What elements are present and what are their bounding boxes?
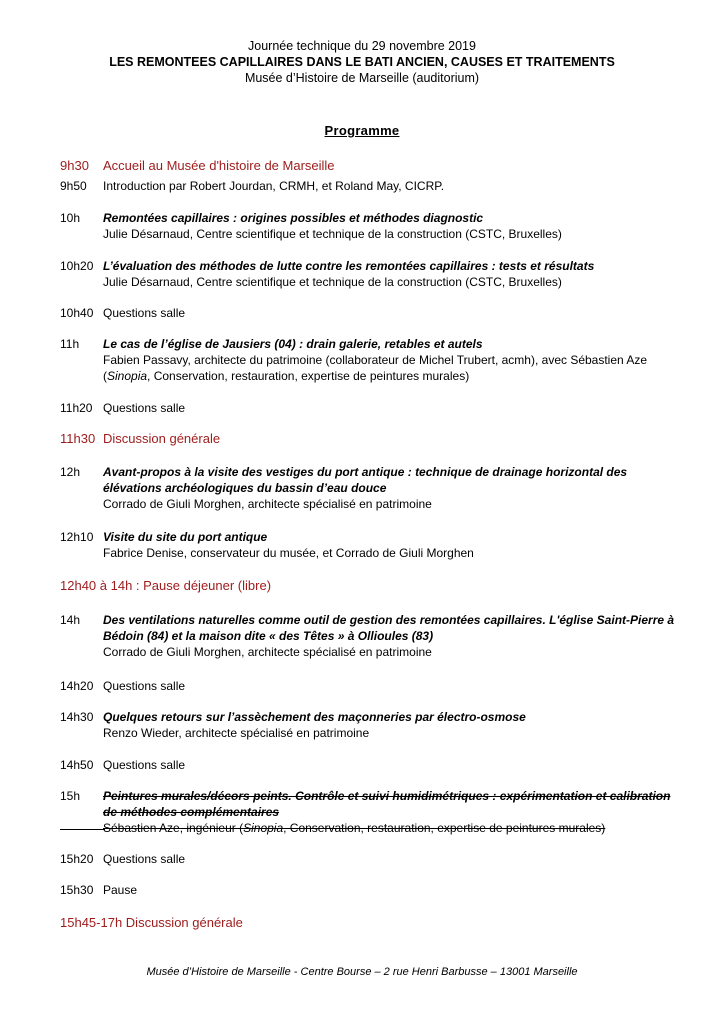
item-title: L’évaluation des méthodes de lutte contre les remontées capillaires : tests et résultats bbox=[103, 259, 595, 273]
item-speaker: Julie Désarnaud, Centre scientifique et technique de la construction (CSTC, Bruxelles) bbox=[103, 227, 562, 241]
item-time: 14h bbox=[60, 613, 81, 627]
item-title: Avant-propos à la visite des vestiges du port antique : technique de drainage horizontal des élévations archéologiques du bassin d’eau douce bbox=[103, 465, 628, 495]
item-title: 12h40 à 14h : Pause déjeuner (libre) bbox=[60, 578, 272, 593]
page-footer: Musée d’Histoire de Marseille - Centre Bourse – 2 rue Henri Barbusse – 13001 Marseille bbox=[146, 966, 578, 978]
item-title: Visite du site du port antique bbox=[103, 530, 268, 544]
item-speaker: Corrado de Giuli Morghen, architecte spécialisé en patrimoine bbox=[103, 645, 432, 659]
item-title: Quelques retours sur l’assèchement des maçonneries par électro-osmose bbox=[103, 710, 526, 724]
program-item-1130 bbox=[60, 431, 680, 447]
item-text: Questions salle bbox=[103, 679, 186, 693]
item-time: 9h50 bbox=[60, 179, 87, 193]
program-item-1100 bbox=[60, 336, 680, 384]
item-title: Le cas de l’église de Jausiers (04) : drain galerie, retables et autels bbox=[103, 337, 483, 351]
program-item-1000 bbox=[60, 210, 680, 242]
item-speaker: Corrado de Giuli Morghen, architecte spécialisé en patrimoine bbox=[103, 497, 432, 511]
item-time: 14h20 bbox=[60, 679, 94, 693]
program-item-1400 bbox=[60, 612, 680, 660]
program-item-1040 bbox=[60, 305, 680, 321]
program-item-1200 bbox=[60, 464, 680, 512]
program-item-1520 bbox=[60, 851, 680, 867]
item-time: 10h bbox=[60, 211, 81, 225]
item-time: 11h20 bbox=[60, 401, 93, 415]
program-item-1450 bbox=[60, 757, 680, 773]
program-item-1020 bbox=[60, 258, 680, 290]
program-item-1545 bbox=[60, 915, 680, 931]
strike-line bbox=[60, 829, 105, 830]
item-speaker: Sébastien Aze, ingénieur (Sinopia, Conservation, restauration, expertise de peintures murales) bbox=[103, 821, 606, 835]
program-item-1430 bbox=[60, 709, 680, 741]
event-venue: Musée d’Histoire de Marseille (auditorium) bbox=[244, 71, 480, 85]
item-time: 14h50 bbox=[60, 758, 94, 772]
item-title: Discussion générale bbox=[103, 431, 221, 446]
item-time: 15h20 bbox=[60, 852, 94, 866]
item-speaker: Julie Désarnaud, Centre scientifique et technique de la construction (CSTC, Bruxelles) bbox=[103, 275, 562, 289]
event-title: LES REMONTEES CAPILLAIRES DANS LE BATI ANCIEN, CAUSES ET TRAITEMENTS bbox=[109, 55, 615, 69]
event-date: Journée technique du 29 novembre 2019 bbox=[248, 39, 476, 53]
item-time: 15h bbox=[60, 789, 81, 803]
item-title: Accueil au Musée d'histoire de Marseille bbox=[103, 158, 335, 173]
item-time: 9h30 bbox=[60, 158, 89, 173]
item-text: Questions salle bbox=[103, 306, 186, 320]
item-text: Questions salle bbox=[103, 758, 186, 772]
document-header bbox=[0, 38, 724, 86]
item-time: 11h30 bbox=[60, 431, 96, 446]
program-item-1420 bbox=[60, 678, 680, 694]
item-text: Introduction par Robert Jourdan, CRMH, et Roland May, CICRP. bbox=[103, 179, 445, 193]
item-speaker: Renzo Wieder, architecte spécialisé en patrimoine bbox=[103, 726, 370, 740]
item-time: 10h40 bbox=[60, 306, 94, 320]
program-item-1120 bbox=[60, 400, 680, 416]
program-heading: Programme bbox=[324, 123, 400, 138]
program-item-1210 bbox=[60, 529, 680, 561]
item-time: 15h45-17h bbox=[60, 915, 123, 930]
item-speaker: Fabien Passavy, architecte du patrimoine (collaborateur de Michel Trubert, acmh), avec Sébastien Aze bbox=[103, 353, 648, 367]
program-item-1530 bbox=[60, 882, 680, 898]
item-speaker: Fabrice Denise, conservateur du musée, et Corrado de Giuli Morghen bbox=[103, 546, 474, 560]
item-time: 15h30 bbox=[60, 883, 94, 897]
program-item-lunch bbox=[60, 578, 680, 594]
item-text: Questions salle bbox=[103, 852, 186, 866]
item-time: 12h10 bbox=[60, 530, 94, 544]
item-time: 14h30 bbox=[60, 710, 94, 724]
item-text: Pause bbox=[103, 883, 138, 897]
item-title: Remontées capillaires : origines possibles et méthodes diagnostic bbox=[103, 211, 484, 225]
program-item-0930 bbox=[60, 158, 680, 174]
program-item-1500-cancelled bbox=[60, 788, 680, 836]
program-item-0950 bbox=[60, 178, 680, 194]
item-title: Des ventilations naturelles comme outil de gestion des remontées capillaires. L'église Saint-Pierre à Bédoin (84) et la maison dite « des Têtes » à Ollioules (83) bbox=[103, 613, 675, 643]
item-time: 10h20 bbox=[60, 259, 94, 273]
item-text: Questions salle bbox=[103, 401, 186, 415]
item-speaker-affiliation: (Sinopia, Conservation, restauration, expertise de peintures murales) bbox=[103, 369, 470, 383]
item-title: Discussion générale bbox=[125, 915, 243, 930]
item-title: Peintures murales/décors peints. Contrôle et suivi humidimétriques : expérimentation et calibration de méthodes complémentaires bbox=[103, 789, 671, 819]
item-time: 12h bbox=[60, 465, 81, 479]
item-time: 11h bbox=[60, 337, 80, 351]
